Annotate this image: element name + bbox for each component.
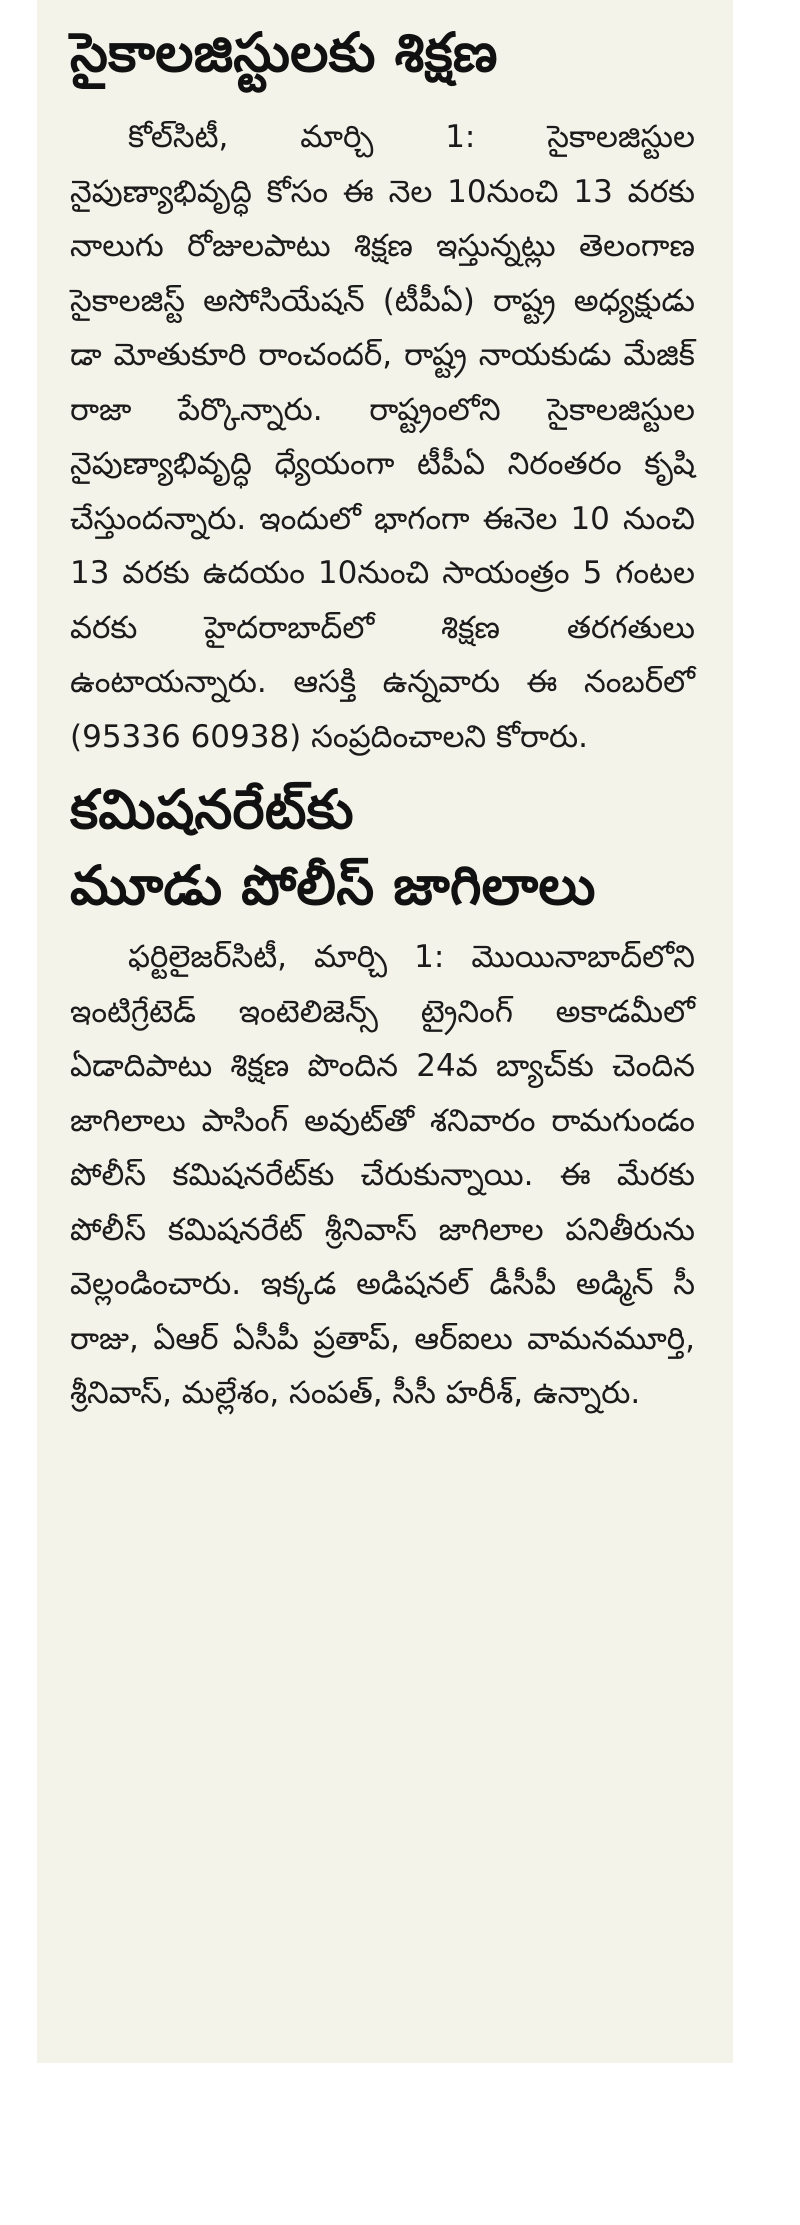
article-2-headline-line-1: కమిషనరేట్‌కు — [70, 778, 354, 841]
article-2-headline-line-2: మూడు పోలీస్‌ జాగిలాలు — [70, 854, 596, 917]
article-2-body: ఫర్టిలైజర్‌సిటీ, మార్చి 1: మొయినాబాద్‌లోని ఇంటిగ్రేటెడ్‌ ఇంటెలిజెన్స్‌ ట్రైనింగ్‌ అకాడమీలో ఏడాదిపాటు శిక్షణ పొందిన 24వ బ్యాచ్‌కు చెందిన జాగిలాలు పాసింగ్‌ అవుట్‌తో శనివారం రామగుండం పోలీస్‌ కమిషనరేట్‌కు చేరుకున్నాయి. ఈ మేరకు పోలీస్‌ కమిషనరేట్‌ శ్రీనివాస్‌ జాగిలాల పనితీరును వెల్లండించారు. ఇక్కడ అడిషనల్‌ డీసీపీ అడ్మిన్‌ సీ రాజు, ఏఆర్‌ ఏసీపీ ప్రతాప్‌, ఆర్‌ఐలు వామనమూర్తి, శ్రీనివాస్‌, మల్లేశం, సంపత్‌, సీసీ హరీశ్‌, ఉన్నారు. — [70, 939, 695, 1411]
article-1-headline: సైకాలజిస్టులకు శిక్షణ — [70, 21, 498, 84]
clipping-content — [70, 0, 695, 1421]
article-1-body: కోల్‌సిటీ, మార్చి 1: సైకాలజిస్టుల నైపుణ్యాభివృద్ధి కోసం ఈ నెల 10నుంచి 13 వరకు నాలుగు రోజులపాటు శిక్షణ ఇస్తున్నట్లు తెలంగాణ సైకాలజిస్ట్‌ అసోసియేషన్‌ (టీపీఏ) రాష్ట్ర అధ్యక్షుడు డా మోతుకూరి రాంచందర్‌, రాష్ట్ర నాయకుడు మేజిక్‌ రాజా పేర్కొన్నారు. రాష్ట్రంలోని సైకాలజిస్టుల నైపుణ్యాభివృద్ధి ధ్యేయంగా టీపీఏ నిరంతరం కృషి చేస్తుందన్నారు. ఇందులో భాగంగా ఈనెల 10 నుంచి 13 వరకు ఉదయం 10నుంచి సాయంత్రం 5 గంటల వరకు హైదరాబాద్‌లో శిక్షణ తరగతులు ఉంటాయన్నారు. ఆసక్తి ఉన్నవారు ఈ నంబర్‌లో (95336 60938) సంప్రదించాలని కోరారు. — [70, 119, 695, 755]
